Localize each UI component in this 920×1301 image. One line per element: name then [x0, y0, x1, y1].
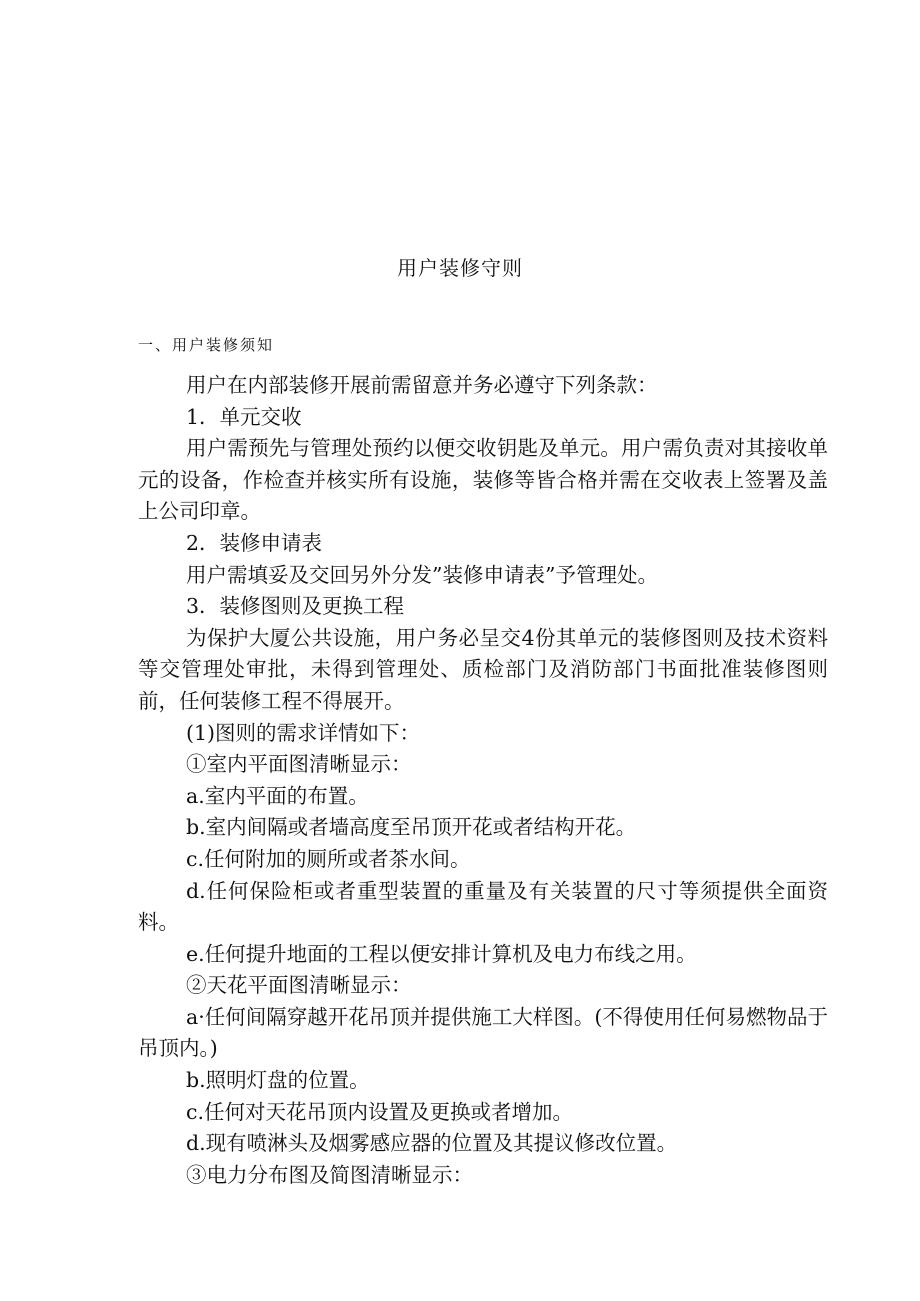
paragraph: 用户需预先与管理处预约以便交收钥匙及单元。用户需负责对其接收单元的设备，作检查并核实所有设施，装修等皆合格并需在交收表上签署及盖上公司印章。 — [138, 436, 828, 524]
paragraph: d.任何保险柜或者重型装置的重量及有关装置的尺寸等须提供全面资料。 — [138, 878, 828, 935]
paragraph: c.任何附加的厕所或者茶水间。 — [186, 846, 471, 871]
paragraph: d.现有喷淋头及烟雾感应器的位置及其提议修改位置。 — [186, 1131, 678, 1156]
paragraph: a.室内平面的布置。 — [186, 783, 369, 808]
document-body — [138, 370, 828, 1191]
paragraph: c.任何对天花吊顶内设置及更换或者增加。 — [186, 1099, 573, 1124]
paragraph: (1)图则的需求详情如下： — [186, 720, 421, 745]
paragraph: b.照明灯盘的位置。 — [186, 1068, 370, 1093]
paragraph: 用户在内部装修开展前需留意并务必遵守下列条款： — [186, 373, 658, 397]
paragraph: a·任何间隔穿越开花吊顶并提供施工大样图。(不得使用任何易燃物品于吊顶内。) — [138, 1004, 828, 1061]
paragraph: ②天花平面图清晰显示： — [186, 973, 412, 998]
paragraph: 1．单元交收 — [186, 404, 302, 429]
paragraph: ①室内平面图清晰显示： — [186, 752, 412, 777]
paragraph: b.室内间隔或者墙高度至吊顶开花或者结构开花。 — [186, 815, 637, 840]
paragraph: e.任何提升地面的工程以便安排计算机及电力布线之用。 — [186, 941, 697, 966]
paragraph: 3．装修图则及更换工程 — [186, 594, 405, 619]
section-heading: 一、用户装修须知 — [138, 336, 275, 354]
paragraph: ③电力分布图及简图清晰显示： — [186, 1162, 473, 1187]
document-title: 用户装修守则 — [397, 256, 523, 280]
paragraph: 2．装修申请表 — [186, 530, 323, 555]
paragraph: 为保护大厦公共设施，用户务必呈交4份其单元的装修图则及技术资料等交管理处审批，未得到管理处、质检部门及消防部门书面批准装修图则前，任何装修工程不得展开。 — [138, 625, 828, 713]
paragraph: 用户需填妥及交回另外分发”装修申请表”予管理处。 — [186, 562, 658, 587]
